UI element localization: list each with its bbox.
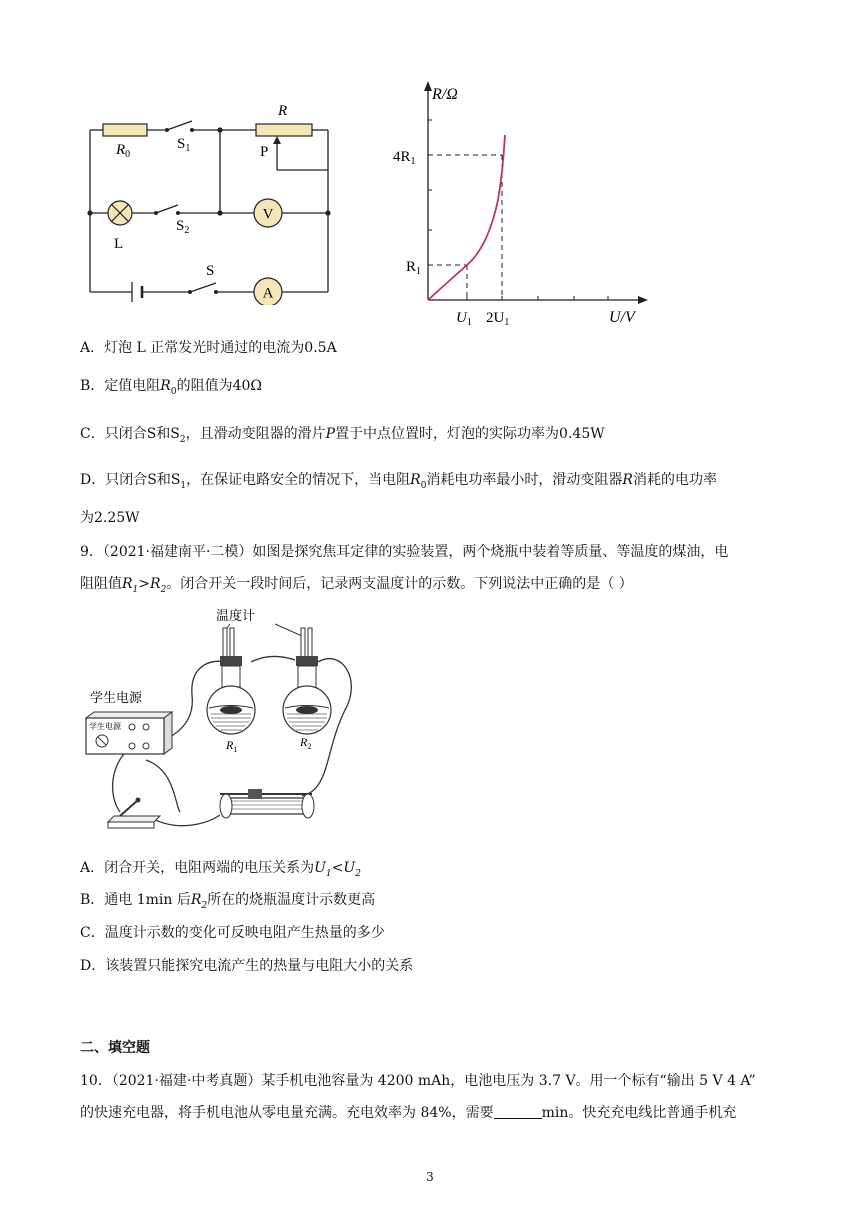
page-number: 3 (426, 1170, 434, 1184)
x-tick-u1: U (456, 310, 467, 325)
battery-icon (132, 282, 142, 302)
svg-text:R2 (299, 735, 311, 751)
q9-l2-r2-sub: 2 (160, 584, 167, 595)
q9-l2-gt: > (138, 576, 151, 592)
voltmeter-icon (254, 199, 282, 227)
fig-r1-sub: 1 (233, 745, 238, 754)
label-r0-sub: 0 (125, 149, 131, 160)
joule-apparatus-figure (80, 600, 380, 840)
power-supply-icon (86, 712, 172, 754)
q8-d-var2: R (622, 472, 633, 488)
q8-c-sub: 2 (179, 434, 186, 445)
label-s2: S (176, 218, 185, 234)
q10-stem-line2 (80, 1103, 736, 1123)
q8-b-pre: B．定值电阻 (80, 378, 161, 394)
q8-c-mid: ，且滑动变阻器的滑片 (185, 426, 326, 442)
x-tick-2u1: 2U (486, 310, 505, 325)
y-tick-4r1-sub: 1 (410, 156, 416, 167)
q9-l2-pre: 阻阻值 (80, 576, 122, 592)
q9-l2-post: 。闭合开关一段时间后，记录两支温度计的示数。下列说法中正确的是（ ） (166, 576, 633, 592)
power-supply-label: 学生电源 (90, 690, 143, 705)
q8-d-mid2: 消耗电功率最小时，滑动变阻器 (426, 472, 623, 488)
label-s: S (206, 263, 215, 279)
label-r: R (278, 103, 288, 119)
svg-text:2U1 (486, 310, 509, 325)
q8-d-pre: D．只闭合S和S (80, 472, 181, 488)
q8-option-d (80, 470, 717, 496)
q9-a-u2: U (343, 860, 356, 876)
label-s1-sub: 1 (185, 143, 191, 154)
r-u-graph (380, 75, 660, 325)
svg-text:4R1 (393, 149, 416, 167)
q9-stem-line1: 9．（2021·福建南平·二模）如图是探究焦耳定律的实验装置，两个烧瓶中装着等质量、等温度的煤油，电 (80, 544, 729, 560)
q9-a-u2-sub: 2 (355, 868, 361, 879)
q9-option-a (80, 858, 361, 884)
knife-switch-icon (108, 798, 160, 829)
flask-r2 (283, 628, 331, 734)
label-l: L (114, 236, 124, 252)
q8-d-sub: 1 (180, 480, 187, 491)
q8-d-var-sub: 0 (420, 480, 427, 491)
label-r0: R (116, 142, 126, 158)
label-s2-sub: 2 (184, 225, 190, 236)
label-s1: S (177, 136, 186, 152)
q9-stem-line2 (80, 574, 633, 600)
thermometer-label: 温度计 (216, 608, 256, 623)
q8-d-var: R (410, 472, 421, 488)
q10-l2-post: min。快充充电线比普通手机充 (541, 1105, 737, 1121)
fig-r1: R (226, 738, 234, 752)
q9-l2-r2: R (150, 576, 161, 592)
q8-c-post: 置于中点位置时，灯泡的实际功率为0.45W (335, 426, 605, 442)
q8-option-a: A．灯泡 L 正常发光时通过的电流为0.5A (80, 340, 337, 356)
q9-option-b (80, 890, 375, 916)
q8-b-post: 的阻值为40Ω (176, 378, 262, 394)
fig-r2-sub: 2 (307, 742, 312, 751)
q8-d-post: 消耗的电功率 (632, 472, 717, 488)
q8-c-var: P (325, 426, 336, 442)
q8-option-b (80, 376, 262, 402)
svg-text:S2 (176, 218, 189, 236)
flask-r1 (207, 628, 255, 734)
q9-option-c: C．温度计示数的变化可反映电阻产生热量的多少 (80, 925, 385, 941)
q9-b-sub: 2 (201, 900, 208, 911)
q10-l2-pre: 的快速充电器，将手机电池从零电量充满。充电效率为 84%，需要 (80, 1105, 494, 1121)
circuit-diagram (80, 95, 340, 305)
q10-answer-blank[interactable] (494, 1104, 542, 1119)
ammeter-label: A (262, 285, 274, 302)
ammeter-icon (254, 278, 282, 305)
q9-l2-r1-sub: 1 (132, 584, 139, 595)
q9-option-d: D．该装置只能探究电流产生的热量与电阻大小的关系 (80, 958, 414, 974)
svg-text:R1 (225, 738, 237, 754)
q8-option-d-cont: 为2.25W (80, 510, 140, 526)
svg-text:S1 (177, 136, 190, 154)
section-heading-fill-in: 二、填空题 (80, 1040, 150, 1056)
y-tick-4r1: 4R (393, 149, 411, 165)
y-tick-r1-sub: 1 (416, 266, 422, 277)
x-axis-label: U/V (609, 309, 635, 325)
svg-text:R1 (406, 259, 421, 277)
rheostat-icon (220, 789, 314, 818)
q9-b-post: 所在的烧瓶温度计示数更高 (207, 892, 376, 908)
q8-d-mid: ，在保证电路安全的情况下，当电阻 (186, 472, 411, 488)
svg-text:U1 (456, 310, 472, 325)
svg-text:R0 (115, 142, 130, 160)
y-axis-label: R/Ω (432, 86, 458, 103)
q9-b-pre: B．通电 1min 后 (80, 892, 191, 908)
q8-option-c (80, 424, 605, 450)
q9-a-pre: A．闭合开关，电阻两端的电压关系为 (80, 860, 315, 876)
q8-b-var: R (160, 378, 171, 394)
power-supply-panel-label: 学生电源 (89, 722, 121, 731)
resistor-r0 (103, 124, 147, 136)
y-tick-r1: R (406, 259, 417, 275)
label-p: P (260, 144, 269, 160)
x-tick-2u1-sub: 1 (504, 317, 510, 325)
q10-stem-line1: 10．（2021·福建·中考真题）某手机电池容量为 4200 mAh，电池电压为 3.7 V。用一个标有“输出 5 V 4 A” (80, 1073, 756, 1089)
q9-b-var: R (190, 892, 202, 908)
q9-l2-r1: R (122, 576, 133, 592)
x-tick-u1-sub: 1 (466, 317, 472, 325)
q9-a-u1-sub: 1 (325, 868, 332, 879)
q8-b-sub: 0 (170, 386, 177, 397)
rheostat-r (256, 124, 312, 136)
q8-c-pre: C．只闭合S和S (80, 426, 180, 442)
voltmeter-label: V (262, 206, 274, 223)
q9-a-u1: U (314, 860, 326, 876)
fig-r2: R (300, 735, 308, 749)
q9-a-lt: < (331, 860, 344, 876)
lamp-icon (108, 201, 132, 225)
